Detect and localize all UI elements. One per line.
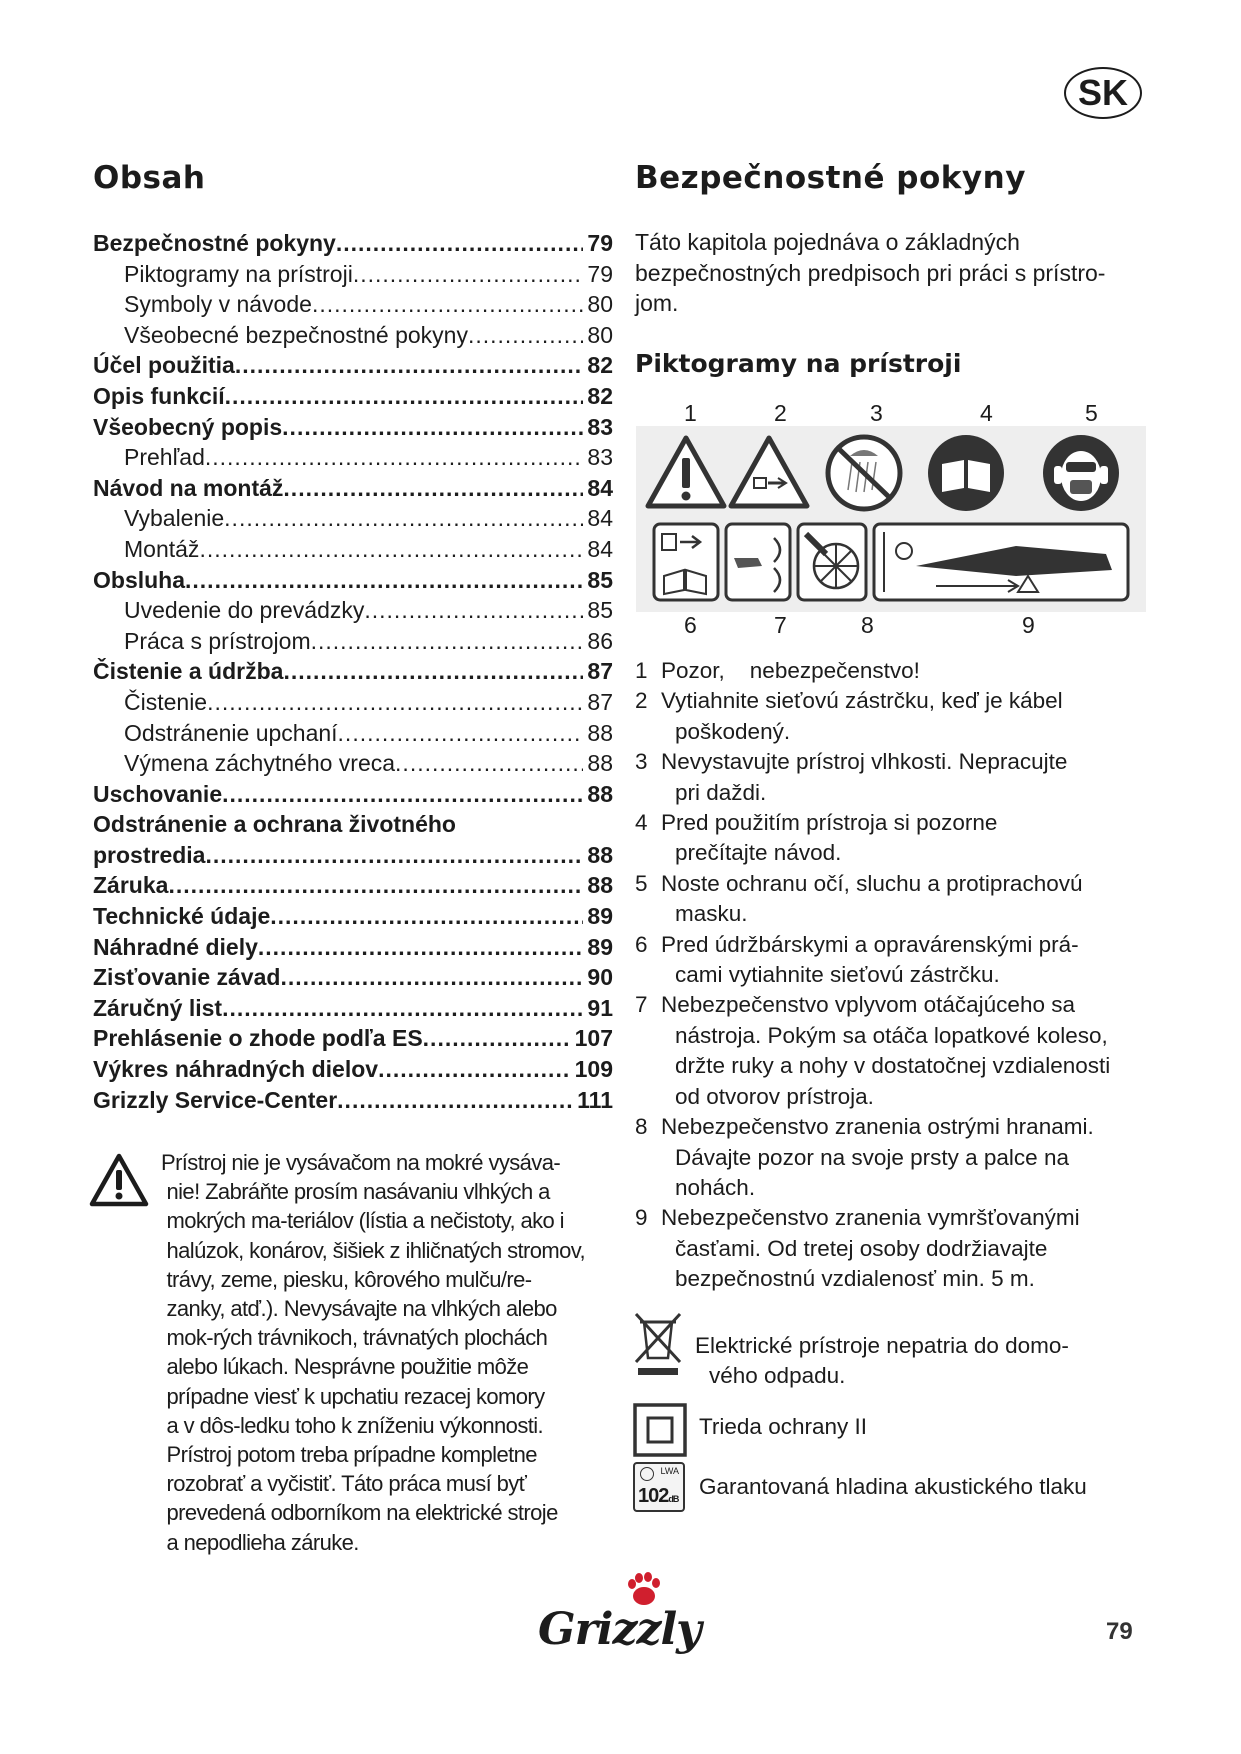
warning-line: rozobrať a vyčistiť. Táto práca musí byť [161, 1471, 527, 1497]
legend-text [661, 1203, 1160, 1294]
legend-text [661, 1112, 1160, 1203]
protective-gear-pictogram-icon [1043, 435, 1119, 511]
toc-entry-title: Odstránenie a ochrana životného [93, 811, 456, 838]
legend-line: poškodený. [675, 718, 791, 744]
pictogram-legend-item [635, 656, 1160, 686]
legend-text [661, 869, 1160, 930]
toc-entry-title: Odstránenie upchaní [124, 719, 338, 746]
toc-dot-leader [312, 289, 583, 320]
toc-entry[interactable] [93, 993, 613, 1024]
toc-entry-page: 84 [587, 505, 613, 532]
toc-entry-page: 79 [587, 230, 613, 256]
pictogram-strip [636, 426, 1146, 612]
toc-entry-page: 89 [587, 903, 613, 930]
toc-dot-leader [207, 687, 583, 718]
toc-entry[interactable] [93, 228, 613, 259]
warning-line: Prístroj potom treba prípadne kompletne [161, 1442, 537, 1468]
toc-entry-page: 84 [587, 474, 613, 501]
toc-entry[interactable] [93, 840, 613, 871]
noise-number: 102 [638, 1485, 669, 1507]
toc-dot-leader [225, 381, 584, 412]
toc-entry[interactable] [93, 259, 613, 290]
language-badge: SK [1064, 67, 1142, 119]
toc-entry-title: Výkres náhradných dielov [93, 1056, 379, 1083]
toc-entry-title: Čistenie a údržba [93, 658, 284, 685]
toc-entry-title: Náhradné diely [93, 933, 258, 960]
legend-line: Nebezpečenstvo vplyvom otáčajúceho sa [661, 992, 1075, 1018]
intro-line: jom. [635, 290, 679, 316]
intro-line: Táto kapitola pojednáva o základných [635, 229, 1020, 255]
pictogram-legend-item [635, 1112, 1160, 1203]
toc-dot-leader [199, 534, 583, 565]
warning-line: prevedená odborníkom na elektrické stroje [161, 1500, 558, 1526]
pictogram-panel [636, 426, 1146, 612]
toc-dot-leader [353, 259, 584, 290]
table-of-contents [93, 228, 613, 1115]
warning-line: zanky, atď.). Nevysávajte na vlhkých alebo [161, 1296, 557, 1322]
no-rain-pictogram-icon [828, 437, 900, 509]
warning-triangle-icon [88, 1152, 150, 1208]
pictograms-heading: Piktogramy na prístroji [635, 349, 962, 378]
toc-dot-leader [283, 656, 583, 687]
rotating-tool-pictogram-icon [726, 524, 790, 600]
picto-number: 4 [980, 400, 993, 426]
toc-dot-leader [283, 473, 583, 504]
thrown-objects-pictogram-icon [874, 524, 1128, 600]
toc-dot-leader [282, 412, 583, 443]
warning-line: a nepodlieha záruke. [161, 1529, 359, 1555]
toc-entry[interactable] [93, 718, 613, 749]
pictogram-legend-item [635, 808, 1160, 869]
legend-line: bezpečnostnú vzdialenosť min. 5 m. [675, 1266, 1035, 1292]
toc-dot-leader [337, 1085, 573, 1116]
toc-entry-page: 85 [587, 597, 613, 624]
toc-entry-page: 90 [587, 964, 613, 991]
toc-dot-leader [338, 718, 584, 749]
toc-heading: Obsah [93, 160, 206, 196]
legend-number: 4 [635, 810, 648, 836]
ear-icon [640, 1467, 654, 1481]
toc-entry[interactable] [93, 1023, 613, 1054]
warning-line: mokrých ma-teriálov (lístia a nečistoty, ako i [161, 1208, 564, 1234]
toc-entry-title: Bezpečnostné pokyny [93, 230, 336, 256]
legend-line: Nevystavujte prístroj vlhkosti. Nepracujte [661, 749, 1068, 775]
toc-entry-page: 88 [587, 719, 613, 746]
toc-entry-title: Piktogramy na prístroji [124, 260, 353, 287]
toc-entry-title: Prehľad [124, 444, 205, 471]
toc-entry-page: 88 [587, 780, 613, 807]
crossed-bin-icon [632, 1312, 684, 1376]
read-manual-pictogram-icon [928, 435, 1004, 511]
legend-line: Pred údržbárskymi a opravárenskými prá- [661, 931, 1079, 957]
noise-text: Garantovaná hladina akustického tlaku [699, 1474, 1087, 1499]
legend-line: držte ruky a nohy v dostatočnej vzdialenosti [675, 1053, 1111, 1079]
legend-text [661, 930, 1160, 991]
toc-entry[interactable] [93, 1054, 613, 1085]
page-number: 79 [1106, 1618, 1133, 1645]
toc-entry-page: 88 [587, 872, 613, 899]
toc-entry[interactable] [93, 442, 613, 473]
legend-text [661, 747, 1160, 808]
toc-entry-title: Záručný list [93, 994, 223, 1021]
warning-line: nie! Zabráňte prosím nasávaniu vlhkých a [161, 1179, 550, 1205]
picto-number: 1 [684, 400, 697, 426]
toc-entry[interactable] [93, 779, 613, 810]
toc-entry-page: 80 [587, 291, 613, 318]
brand-wordmark: Grizzly [538, 1604, 701, 1655]
toc-dot-leader [270, 901, 583, 932]
legend-line: masku. [675, 901, 748, 927]
toc-entry-page: 83 [587, 413, 613, 440]
legend-line: prečítajte návod. [675, 840, 842, 866]
picto-number: 6 [684, 612, 697, 638]
pictogram-legend-item [635, 869, 1160, 930]
pictogram-legend-item [635, 930, 1160, 991]
noise-label: LWA [660, 1466, 679, 1476]
toc-entry-page: 85 [587, 566, 613, 593]
toc-entry[interactable] [93, 534, 613, 565]
toc-entry-page: 84 [587, 535, 613, 562]
toc-dot-leader [364, 595, 583, 626]
picto-number: 9 [1022, 612, 1035, 638]
unplug-maintenance-pictogram-icon [654, 524, 718, 600]
toc-entry-title: Uvedenie do prevádzky [124, 597, 365, 624]
toc-entry-page: 82 [587, 382, 613, 409]
toc-dot-leader [423, 1023, 571, 1054]
toc-dot-leader [280, 962, 583, 993]
legend-number: 7 [635, 992, 648, 1018]
warning-line: halúzok, konárov, šišiek z ihličnatých stromov, [161, 1237, 586, 1263]
legend-line: Pozor, nebezpečenstvo! [661, 658, 920, 683]
toc-entry-title: Všeobecný popis [93, 413, 283, 440]
legend-number: 2 [635, 688, 648, 714]
toc-entry-title: Prehlásenie o zhode podľa ES [93, 1025, 423, 1052]
legend-number: 3 [635, 749, 648, 775]
picto-number: 8 [861, 612, 874, 638]
toc-dot-leader [168, 870, 583, 901]
toc-dot-leader [378, 1054, 571, 1085]
legend-line: Pred použitím prístroja si pozorne [661, 810, 998, 836]
toc-entry-title: Všeobecné bezpečnostné pokyny [124, 321, 468, 348]
toc-entry[interactable] [93, 870, 613, 901]
toc-dot-leader [235, 350, 584, 381]
toc-dot-leader [468, 320, 583, 351]
warning-line: alebo lúkach. Nesprávne použitie môže [161, 1354, 529, 1380]
toc-entry[interactable] [93, 962, 613, 993]
toc-entry-title: Obsluha [93, 566, 186, 593]
toc-entry-page: 109 [574, 1056, 613, 1083]
warning-line: mok-rých trávnikoch, trávnatých plochách [161, 1325, 548, 1351]
toc-entry[interactable] [93, 503, 613, 534]
legend-text [661, 808, 1160, 869]
toc-dot-leader [205, 840, 583, 871]
weee-text [695, 1331, 1069, 1392]
legend-line: nohách. [675, 1174, 756, 1200]
toc-entry-title: Grizzly Service-Center [93, 1086, 338, 1113]
legend-line: Nebezpečenstvo zranenia ostrými hranami. [661, 1114, 1094, 1140]
legend-line: časťami. Od tretej osoby dodržiavajte [675, 1235, 1048, 1261]
warning-line: prípadne viesť k upchatiu rezacej komory [161, 1383, 545, 1409]
toc-dot-leader [185, 565, 583, 596]
toc-dot-leader [222, 993, 583, 1024]
picto-number: 3 [870, 400, 883, 426]
toc-dot-leader [311, 626, 584, 657]
toc-entry-page: 83 [587, 444, 613, 471]
toc-entry[interactable] [93, 748, 613, 779]
pictogram-legend [635, 656, 1160, 1295]
pictogram-legend-item [635, 990, 1160, 1112]
legend-text [661, 686, 1160, 747]
legend-number: 6 [635, 931, 648, 957]
toc-entry[interactable] [93, 289, 613, 320]
warning-line: a v dôs-ledku toho k zníženiu výkonnosti. [161, 1412, 544, 1438]
legend-line: cami vytiahnite sieťovú zástrčku. [675, 962, 1000, 988]
legend-number: 8 [635, 1114, 648, 1140]
toc-entry-title: Uschovanie [93, 780, 223, 807]
picto-number: 7 [774, 612, 787, 638]
toc-entry-page: 107 [574, 1025, 613, 1052]
toc-entry-page: 88 [587, 841, 613, 868]
toc-entry-title: Zisťovanie závad [93, 964, 281, 991]
sharp-edges-pictogram-icon [798, 524, 866, 600]
toc-entry-title: Návod na montáž [93, 474, 284, 501]
weee-line: Elektrické prístroje nepatria do domo- [695, 1333, 1069, 1358]
wet-material-warning [161, 1148, 613, 1557]
toc-entry[interactable] [93, 626, 613, 657]
legend-number: 9 [635, 1205, 648, 1231]
toc-entry[interactable] [93, 932, 613, 963]
noise-value [638, 1485, 678, 1508]
weee-line: vého odpadu. [709, 1363, 846, 1389]
toc-entry-page: 91 [587, 994, 613, 1021]
unplug-cable-pictogram-icon [731, 438, 807, 506]
toc-entry[interactable] [93, 595, 613, 626]
toc-dot-leader [222, 779, 583, 810]
legend-number: 5 [635, 870, 648, 896]
toc-entry-title: Účel použitia [93, 352, 235, 379]
intro-line: bezpečnostných predpisoch pri práci s prístro- [635, 259, 1106, 286]
toc-entry[interactable] [93, 320, 613, 351]
toc-entry-page: 88 [587, 750, 613, 777]
toc-entry-page: 80 [587, 321, 613, 348]
toc-dot-leader [395, 748, 583, 779]
toc-entry[interactable] [93, 809, 613, 840]
toc-entry-page: 89 [587, 933, 613, 960]
toc-entry-page: 79 [587, 260, 613, 287]
pictogram-legend-item [635, 686, 1160, 747]
toc-entry[interactable] [93, 656, 613, 687]
warning-line: trávy, zeme, piesku, kôrového mulču/re- [161, 1266, 532, 1292]
toc-entry[interactable] [93, 901, 613, 932]
toc-entry-title: Záruka [93, 872, 169, 899]
toc-dot-leader [258, 932, 584, 963]
legend-line: nástroja. Pokým sa otáča lopatkové koleso, [675, 1022, 1108, 1048]
toc-entry-page: 82 [587, 352, 613, 379]
toc-entry[interactable] [93, 1085, 613, 1116]
toc-entry-title: Montáž [124, 535, 200, 562]
toc-entry-title: Výmena záchytného vreca [124, 750, 396, 777]
toc-entry[interactable] [93, 381, 613, 412]
toc-entry-title: Symboly v návode [124, 291, 312, 318]
toc-entry[interactable] [93, 412, 613, 443]
pictogram-legend-item [635, 747, 1160, 808]
toc-entry-page: 87 [587, 688, 613, 715]
toc-entry[interactable] [93, 565, 613, 596]
toc-entry-page: 87 [587, 658, 613, 685]
toc-entry-title: Technické údaje [93, 903, 271, 930]
legend-line: Noste ochranu očí, sluchu a protiprachovú [661, 870, 1083, 896]
toc-entry-page: 86 [587, 627, 613, 654]
picto-number: 2 [774, 400, 787, 426]
toc-entry-page: 111 [577, 1086, 613, 1113]
toc-entry-title: Čistenie [124, 688, 208, 715]
warning-line: Prístroj nie je vysávačom na mokré vysáva- [161, 1150, 561, 1175]
safety-heading: Bezpečnostné pokyny [635, 160, 1026, 196]
toc-entry[interactable] [93, 350, 613, 381]
legend-text [661, 990, 1160, 1112]
toc-dot-leader [224, 503, 583, 534]
legend-line: Nebezpečenstvo zranenia vymršťovanými [661, 1205, 1080, 1231]
toc-entry-title: Práca s prístrojom [124, 627, 311, 654]
toc-entry[interactable] [93, 687, 613, 718]
legend-line: pri daždi. [675, 779, 767, 805]
pictogram-legend-item [635, 1203, 1160, 1294]
class-ii-text: Trieda ochrany II [699, 1414, 867, 1439]
toc-dot-leader [205, 442, 584, 473]
toc-entry[interactable] [93, 473, 613, 504]
toc-entry-title: Vybalenie [124, 505, 225, 532]
legend-text [661, 656, 1160, 686]
legend-line: Vytiahnite sieťovú zástrčku, keď je kábel [661, 688, 1063, 714]
toc-entry-title: Opis funkcií [93, 382, 225, 409]
legend-line: Dávajte pozor na svoje prsty a palce na [675, 1144, 1069, 1170]
legend-line: od otvorov prístroja. [675, 1083, 874, 1109]
safety-intro [635, 227, 1165, 319]
noise-level-icon [633, 1462, 685, 1512]
grizzly-logo [538, 1570, 701, 1660]
class-ii-insulation-icon [632, 1402, 688, 1458]
toc-entry-title: prostredia [93, 841, 206, 868]
paw-icon [624, 1572, 664, 1608]
noise-unit: dB [668, 1494, 679, 1504]
picto-number: 5 [1085, 400, 1098, 426]
toc-dot-leader [336, 228, 584, 259]
legend-number: 1 [635, 658, 648, 683]
danger-pictogram-icon [648, 438, 724, 506]
